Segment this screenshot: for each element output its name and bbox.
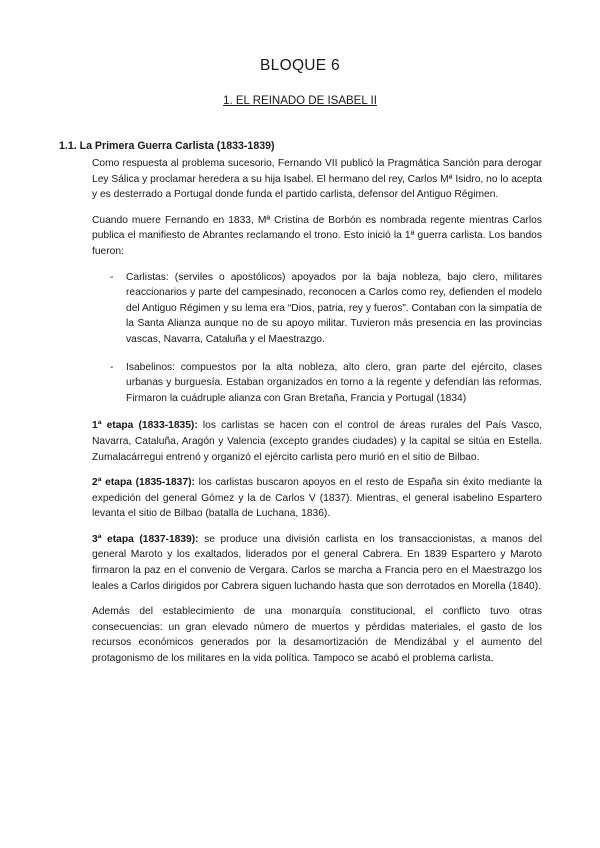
etapa-text: los carlistas se hacen con el control de áreas rurales del País Vasco, Navarra, Cataluña, Aragón y Valencia (excepto grandes ciudades) y la capital se sitúa en Estella. Zumalacárregui entrenó y organizó el ejército carlista pero murió en el sitio de Bilbao. xyxy=(92,420,542,463)
chapter-subtitle xyxy=(0,95,600,107)
paragraph-intro: Como respuesta al problema sucesorio, Fernando VII publicó la Pragmática Sanción para derogar Ley Sálica y proclamar heredera a su hija Isabel. El hermano del rey, Carlos Mª Isidro, no lo acepta y es desterrado a Portugal donde funda el partido carlista, defensor del Antiguo Régimen. xyxy=(92,158,542,201)
paragraph-etapa-2 xyxy=(92,475,542,522)
list-item xyxy=(92,270,542,348)
section-body xyxy=(92,156,542,677)
etapa-label: 1ª etapa (1833-1835): xyxy=(92,420,198,432)
paragraph-etapa-1 xyxy=(92,418,542,465)
list-marker: - xyxy=(110,271,114,283)
etapa-label: 3ª etapa (1837-1839): xyxy=(92,533,199,545)
bandos-list xyxy=(92,270,542,407)
paragraph-etapa-3 xyxy=(92,532,542,594)
list-marker: - xyxy=(110,361,114,373)
chapter-subtitle-text: 1. EL REINADO DE ISABEL II xyxy=(223,95,377,107)
etapa-text: los carlistas buscaron apoyos en el resto de España sin éxito mediante la expedición del general Gómez y la de Carlos V (1837). Mientras, el general isabelino Espartero levanta el sitio de Bilbao (batalla de Luchana, 1836). xyxy=(92,477,542,520)
list-item xyxy=(92,360,542,407)
etapa-label: 2ª etapa (1835-1837): xyxy=(92,477,195,489)
page-title: BLOQUE 6 xyxy=(260,57,340,74)
list-item-text: Carlistas: (serviles o apostólicos) apoyados por la baja nobleza, bajo clero, militares reaccionarios y parte del campesinado, reconocen a Carlos como rey, defienden el modelo del Antiguo Régimen y su lema era “Dios, patria, rey y fueros”. Contaban con la simpatía de la Santa Alianza aunque no de su apoyo militar. Tuvieron más presencia en las provincias vascas, Navarra, Cataluña y el Maestrazgo. xyxy=(126,271,542,345)
paragraph-conclusion: Además del establecimiento de una monarquía constitucional, el conflicto tuvo otras consecuencias: un gran elevado número de muertos y pérdidas materiales, el gasto de los recursos económicos generados por la desamortización de Mendizábal y el aumento del protagonismo de los militares en la vida política. Tampoco se acabó el problema carlista. xyxy=(92,606,542,665)
list-item-text: Isabelinos: compuestos por la alta nobleza, alto clero, gran parte del ejército, clases urbanas y burguesía. Estaban organizados en torno a la regente y defendían las reformas. Firmaron la cuádruple alianza con Gran Bretaña, Francia y Portugal (1834) xyxy=(126,361,542,404)
etapa-text: se produce una división carlista en los transaccionistas, a manos del general Maroto y los exaltados, liderados por el general Cabrera. En 1839 Espartero y Maroto firmaron la paz en el convenio de Vergara. Carlos se marcha a Francia pero en el Maestrazgo los leales a Carlos dirigidos por Cabrera siguen luchando hasta que son derrotados en Morella (1840). xyxy=(92,533,542,592)
section-heading: 1.1. La Primera Guerra Carlista (1833-1839) xyxy=(59,140,275,152)
paragraph-bandos: Cuando muere Fernando en 1833, Mª Cristina de Borbón es nombrada regente mientras Carlos publica el manifiesto de Abrantes reclamando el trono. Esto inició la 1ª guerra carlista. Los bandos fueron: xyxy=(92,214,542,257)
